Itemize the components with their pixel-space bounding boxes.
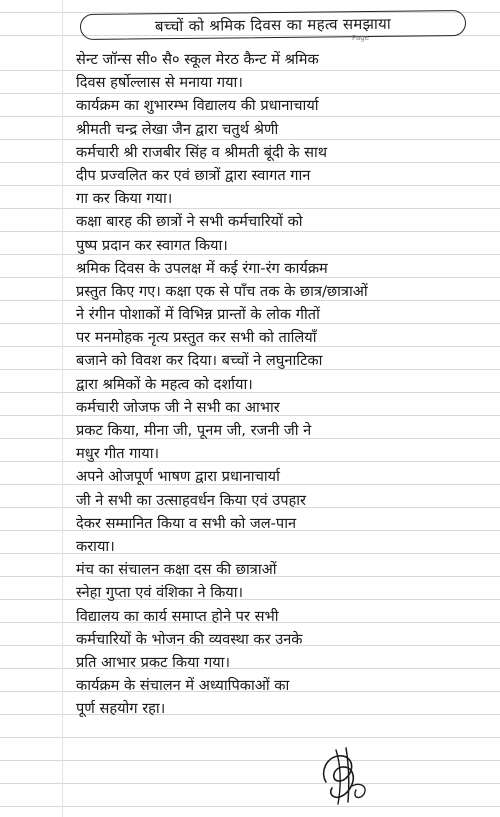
- page-title: [80, 10, 466, 40]
- text-line: गा कर किया गया।: [76, 190, 173, 208]
- text-line: कक्षा बारह की छात्रों ने सभी कर्मचारियों को: [76, 213, 303, 231]
- text-line: द्वारा श्रमिकों के महत्व को दर्शाया।: [76, 375, 253, 393]
- text-line: दिवस हर्षोल्लास से मनाया गया।: [76, 74, 243, 92]
- text-line: कार्यक्रम के संचालन में अध्यापिकाओं का: [76, 677, 290, 695]
- text-line: कर्मचारी श्री राजबीर सिंह व श्रीमती बूंदी के साथ: [76, 143, 328, 161]
- text-line: पर मनमोहक नृत्य प्रस्तुत कर सभी को तालियाँ: [76, 329, 317, 347]
- text-line: दीप प्रज्वलित कर एवं छात्रों द्वारा स्वागत गान: [76, 166, 311, 184]
- text-line: मंच का संचालन कक्षा दस की छात्राओं: [76, 561, 277, 579]
- page-title-text: बच्चों को श्रमिक दिवस का महत्व समझाया: [154, 14, 392, 36]
- text-line: ने रंगीन पोशाकों में विभिन्न प्रान्तों के लोक गीतों: [76, 306, 320, 324]
- text-line: कर्मचारियों के भोजन की व्यवस्था कर उनके: [76, 630, 303, 648]
- text-line: कराया।: [76, 537, 115, 555]
- text-line: पुष्प प्रदान कर स्वागत किया।: [76, 236, 228, 254]
- text-line: पूर्ण सहयोग रहा।: [76, 700, 166, 718]
- text-line: श्रमिक दिवस के उपलक्ष में कई रंगा-रंग कार्यक्रम: [76, 259, 328, 277]
- text-line: विद्यालय का कार्य समाप्त होने पर सभी: [76, 607, 279, 625]
- text-line: देकर सम्मानित किया व सभी को जल-पान: [76, 514, 297, 532]
- text-line: कार्यक्रम का शुभारम्भ विद्यालय की प्रधानाचार्या: [76, 97, 319, 115]
- text-line: मधुर गीत गाया।: [76, 445, 160, 463]
- page-label: Page: [352, 34, 369, 42]
- handwritten-body: [76, 48, 486, 720]
- text-line: बजाने को विवश कर दिया। बच्चों ने लघुनाटिका: [76, 352, 323, 370]
- signature: [312, 742, 376, 808]
- text-line: स्नेहा गुप्ता एवं वंशिका ने किया।: [76, 584, 244, 602]
- margin-line: [62, 0, 63, 817]
- text-line: श्रीमती चन्द्र लेखा जैन द्वारा चतुर्थ श्रेणी: [76, 120, 279, 138]
- text-line: कर्मचारी जोजफ जी ने सभी का आभार: [76, 398, 280, 416]
- text-line: अपने ओजपूर्ण भाषण द्वारा प्रधानाचार्या: [76, 468, 280, 486]
- text-line: प्रति आभार प्रकट किया गया।: [76, 653, 230, 671]
- text-line: प्रस्तुत किए गए। कक्षा एक से पाँच तक के छात्र/छात्राओं: [76, 282, 368, 300]
- text-line: प्रकट किया, मीना जी, पूनम जी, रजनी जी ने: [76, 422, 312, 439]
- text-line: सेन्ट जॉन्स सी० सै० स्कूल मेरठ कैन्ट में श्रमिक: [76, 51, 319, 68]
- text-line: जी ने सभी का उत्साहवर्धन किया एवं उपहार: [76, 491, 307, 509]
